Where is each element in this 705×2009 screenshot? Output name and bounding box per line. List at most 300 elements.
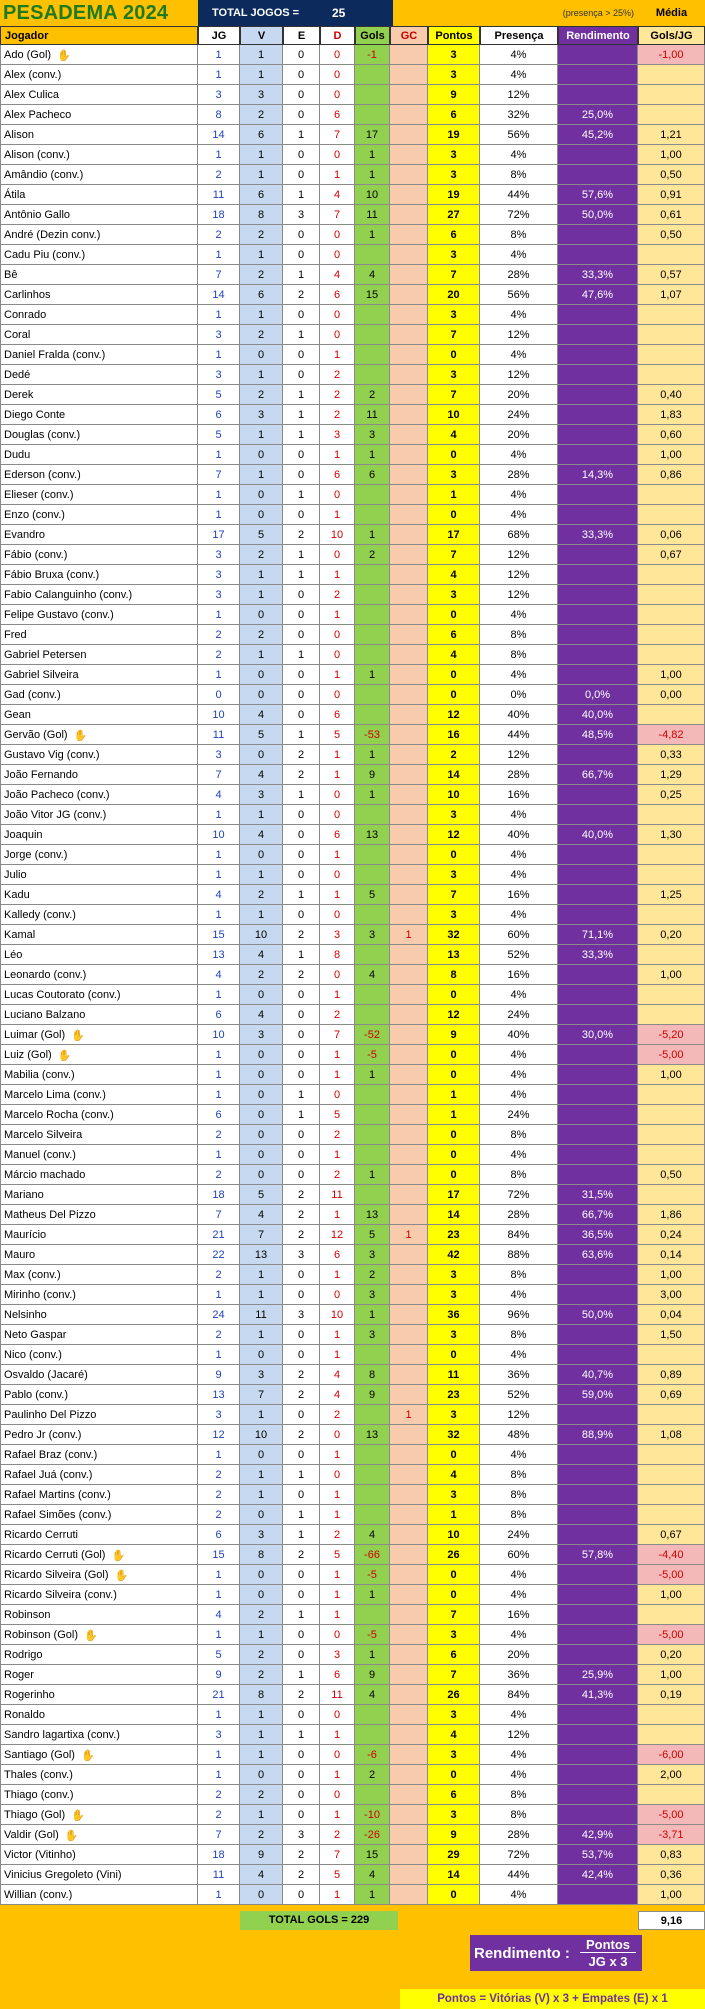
pontos-cell[interactable] — [428, 1825, 480, 1845]
presenca-cell[interactable] — [480, 1585, 558, 1605]
gols-jg-cell[interactable] — [638, 885, 705, 905]
gols-cell[interactable] — [355, 65, 390, 85]
gols-jg-cell[interactable] — [638, 1545, 705, 1565]
pontos-cell[interactable] — [428, 985, 480, 1005]
gols-jg-cell[interactable] — [638, 65, 705, 85]
gc-cell[interactable] — [390, 1745, 428, 1765]
d-cell[interactable] — [320, 1665, 355, 1685]
pontos-cell[interactable] — [428, 665, 480, 685]
pontos-cell[interactable] — [428, 1325, 480, 1345]
player-name-cell[interactable] — [0, 665, 198, 685]
presenca-cell[interactable] — [480, 585, 558, 605]
gols-jg-cell[interactable] — [638, 1725, 705, 1745]
gols-cell[interactable] — [355, 745, 390, 765]
e-cell[interactable] — [283, 1145, 320, 1165]
rendimento-cell[interactable] — [558, 565, 638, 585]
pontos-cell[interactable] — [428, 1145, 480, 1165]
jg-cell[interactable] — [198, 785, 240, 805]
player-name-cell[interactable] — [0, 1165, 198, 1185]
v-cell[interactable] — [240, 805, 283, 825]
d-cell[interactable] — [320, 65, 355, 85]
rendimento-cell[interactable] — [558, 1405, 638, 1425]
player-name-cell[interactable] — [0, 1345, 198, 1365]
pontos-cell[interactable] — [428, 745, 480, 765]
gols-jg-cell[interactable] — [638, 1105, 705, 1125]
gols-jg-cell[interactable] — [638, 1705, 705, 1725]
gc-cell[interactable] — [390, 1285, 428, 1305]
e-cell[interactable] — [283, 1685, 320, 1705]
gc-cell[interactable] — [390, 1105, 428, 1125]
gc-cell[interactable] — [390, 345, 428, 365]
jg-cell[interactable] — [198, 485, 240, 505]
gols-jg-cell[interactable] — [638, 685, 705, 705]
pontos-cell[interactable] — [428, 685, 480, 705]
gols-jg-cell[interactable] — [638, 545, 705, 565]
player-name-cell[interactable] — [0, 865, 198, 885]
rendimento-cell[interactable] — [558, 265, 638, 285]
rendimento-cell[interactable] — [558, 485, 638, 505]
jg-cell[interactable] — [198, 245, 240, 265]
gols-cell[interactable] — [355, 705, 390, 725]
e-cell[interactable] — [283, 145, 320, 165]
gols-cell[interactable] — [355, 685, 390, 705]
gc-cell[interactable] — [390, 1885, 428, 1905]
presenca-cell[interactable] — [480, 185, 558, 205]
col-jg[interactable]: JG — [198, 26, 240, 45]
pontos-cell[interactable] — [428, 185, 480, 205]
jg-cell[interactable] — [198, 45, 240, 65]
v-cell[interactable] — [240, 1725, 283, 1745]
e-cell[interactable] — [283, 905, 320, 925]
gols-cell[interactable] — [355, 845, 390, 865]
d-cell[interactable] — [320, 285, 355, 305]
d-cell[interactable] — [320, 1405, 355, 1425]
v-cell[interactable] — [240, 705, 283, 725]
gols-jg-cell[interactable] — [638, 645, 705, 665]
presenca-cell[interactable] — [480, 1125, 558, 1145]
jg-cell[interactable] — [198, 585, 240, 605]
jg-cell[interactable] — [198, 125, 240, 145]
e-cell[interactable] — [283, 945, 320, 965]
e-cell[interactable] — [283, 345, 320, 365]
gc-cell[interactable] — [390, 745, 428, 765]
col-gc[interactable]: GC — [390, 26, 428, 45]
e-cell[interactable] — [283, 45, 320, 65]
presenca-cell[interactable] — [480, 1365, 558, 1385]
presenca-cell[interactable] — [480, 1305, 558, 1325]
gols-jg-cell[interactable] — [638, 1525, 705, 1545]
d-cell[interactable] — [320, 445, 355, 465]
col-pontos[interactable]: Pontos — [428, 26, 480, 45]
rendimento-cell[interactable] — [558, 805, 638, 825]
v-cell[interactable] — [240, 1645, 283, 1665]
jg-cell[interactable] — [198, 965, 240, 985]
presenca-cell[interactable] — [480, 1525, 558, 1545]
presenca-cell[interactable] — [480, 1465, 558, 1485]
gols-jg-cell[interactable] — [638, 1605, 705, 1625]
e-cell[interactable] — [283, 1785, 320, 1805]
e-cell[interactable] — [283, 545, 320, 565]
gols-cell[interactable] — [355, 1585, 390, 1605]
player-name-cell[interactable] — [0, 445, 198, 465]
rendimento-cell[interactable] — [558, 365, 638, 385]
pontos-cell[interactable] — [428, 1785, 480, 1805]
v-cell[interactable] — [240, 1205, 283, 1225]
jg-cell[interactable] — [198, 1825, 240, 1845]
e-cell[interactable] — [283, 1265, 320, 1285]
pontos-cell[interactable] — [428, 925, 480, 945]
d-cell[interactable] — [320, 1065, 355, 1085]
presenca-cell[interactable] — [480, 1665, 558, 1685]
rendimento-cell[interactable] — [558, 905, 638, 925]
pontos-cell[interactable] — [428, 325, 480, 345]
d-cell[interactable] — [320, 805, 355, 825]
rendimento-cell[interactable] — [558, 1865, 638, 1885]
jg-cell[interactable] — [198, 1025, 240, 1045]
v-cell[interactable] — [240, 1165, 283, 1185]
d-cell[interactable] — [320, 1145, 355, 1165]
gols-cell[interactable] — [355, 625, 390, 645]
gc-cell[interactable] — [390, 1445, 428, 1465]
e-cell[interactable] — [283, 1825, 320, 1845]
v-cell[interactable] — [240, 505, 283, 525]
gols-cell[interactable] — [355, 985, 390, 1005]
col-rendimento[interactable]: Rendimento — [558, 26, 638, 45]
v-cell[interactable] — [240, 925, 283, 945]
gc-cell[interactable] — [390, 985, 428, 1005]
e-cell[interactable] — [283, 765, 320, 785]
gols-cell[interactable] — [355, 1445, 390, 1465]
gc-cell[interactable] — [390, 1425, 428, 1445]
jg-cell[interactable] — [198, 145, 240, 165]
player-name-cell[interactable] — [0, 365, 198, 385]
gols-jg-cell[interactable] — [638, 465, 705, 485]
e-cell[interactable] — [283, 1445, 320, 1465]
jg-cell[interactable] — [198, 305, 240, 325]
presenca-cell[interactable] — [480, 605, 558, 625]
e-cell[interactable] — [283, 245, 320, 265]
d-cell[interactable] — [320, 925, 355, 945]
e-cell[interactable] — [283, 1505, 320, 1525]
player-name-cell[interactable] — [0, 1265, 198, 1285]
gc-cell[interactable] — [390, 405, 428, 425]
gols-jg-cell[interactable] — [638, 1185, 705, 1205]
jg-cell[interactable] — [198, 1245, 240, 1265]
player-name-cell[interactable] — [0, 705, 198, 725]
jg-cell[interactable] — [198, 505, 240, 525]
rendimento-cell[interactable] — [558, 245, 638, 265]
v-cell[interactable] — [240, 665, 283, 685]
player-name-cell[interactable] — [0, 105, 198, 125]
jg-cell[interactable] — [198, 65, 240, 85]
gols-jg-cell[interactable] — [638, 905, 705, 925]
gols-jg-cell[interactable] — [638, 145, 705, 165]
gols-cell[interactable] — [355, 885, 390, 905]
e-cell[interactable] — [283, 1605, 320, 1625]
player-name-cell[interactable] — [0, 1425, 198, 1445]
player-name-cell[interactable] — [0, 1385, 198, 1405]
pontos-cell[interactable] — [428, 1285, 480, 1305]
gols-jg-cell[interactable] — [638, 745, 705, 765]
rendimento-cell[interactable] — [558, 225, 638, 245]
gc-cell[interactable] — [390, 365, 428, 385]
e-cell[interactable] — [283, 1465, 320, 1485]
rendimento-cell[interactable] — [558, 1225, 638, 1245]
rendimento-cell[interactable] — [558, 765, 638, 785]
jg-cell[interactable] — [198, 1165, 240, 1185]
rendimento-cell[interactable] — [558, 1185, 638, 1205]
gc-cell[interactable] — [390, 305, 428, 325]
gols-cell[interactable] — [355, 1505, 390, 1525]
pontos-cell[interactable] — [428, 505, 480, 525]
e-cell[interactable] — [283, 745, 320, 765]
jg-cell[interactable] — [198, 765, 240, 785]
jg-cell[interactable] — [198, 625, 240, 645]
gc-cell[interactable] — [390, 1305, 428, 1325]
jg-cell[interactable] — [198, 385, 240, 405]
presenca-cell[interactable] — [480, 425, 558, 445]
presenca-cell[interactable] — [480, 1765, 558, 1785]
e-cell[interactable] — [283, 1525, 320, 1545]
gols-cell[interactable] — [355, 145, 390, 165]
gols-cell[interactable] — [355, 1565, 390, 1585]
gols-jg-cell[interactable] — [638, 505, 705, 525]
v-cell[interactable] — [240, 1505, 283, 1525]
v-cell[interactable] — [240, 1745, 283, 1765]
v-cell[interactable] — [240, 585, 283, 605]
pontos-cell[interactable] — [428, 705, 480, 725]
presenca-cell[interactable] — [480, 505, 558, 525]
player-name-cell[interactable] — [0, 1665, 198, 1685]
pontos-cell[interactable] — [428, 1765, 480, 1785]
gc-cell[interactable] — [390, 1605, 428, 1625]
v-cell[interactable] — [240, 245, 283, 265]
d-cell[interactable] — [320, 1105, 355, 1125]
presenca-cell[interactable] — [480, 905, 558, 925]
gc-cell[interactable] — [390, 1725, 428, 1745]
player-name-cell[interactable] — [0, 1845, 198, 1865]
d-cell[interactable] — [320, 1345, 355, 1365]
gc-cell[interactable] — [390, 1465, 428, 1485]
d-cell[interactable] — [320, 645, 355, 665]
gols-cell[interactable] — [355, 85, 390, 105]
presenca-cell[interactable] — [480, 625, 558, 645]
col-v[interactable]: V — [240, 26, 283, 45]
d-cell[interactable] — [320, 1585, 355, 1605]
player-name-cell[interactable] — [0, 285, 198, 305]
pontos-cell[interactable] — [428, 45, 480, 65]
v-cell[interactable] — [240, 1765, 283, 1785]
jg-cell[interactable] — [198, 1585, 240, 1605]
jg-cell[interactable] — [198, 1545, 240, 1565]
gols-jg-cell[interactable] — [638, 1685, 705, 1705]
gc-cell[interactable] — [390, 1865, 428, 1885]
e-cell[interactable] — [283, 685, 320, 705]
v-cell[interactable] — [240, 765, 283, 785]
gols-cell[interactable] — [355, 1185, 390, 1205]
presenca-cell[interactable] — [480, 105, 558, 125]
v-cell[interactable] — [240, 1125, 283, 1145]
gc-cell[interactable] — [390, 385, 428, 405]
gols-jg-cell[interactable] — [638, 845, 705, 865]
gc-cell[interactable] — [390, 1485, 428, 1505]
presenca-cell[interactable] — [480, 205, 558, 225]
gols-jg-cell[interactable] — [638, 805, 705, 825]
jg-cell[interactable] — [198, 265, 240, 285]
presenca-cell[interactable] — [480, 1705, 558, 1725]
gols-jg-cell[interactable] — [638, 525, 705, 545]
gols-jg-cell[interactable] — [638, 1265, 705, 1285]
e-cell[interactable] — [283, 925, 320, 945]
v-cell[interactable] — [240, 1425, 283, 1445]
v-cell[interactable] — [240, 385, 283, 405]
pontos-cell[interactable] — [428, 1845, 480, 1865]
gc-cell[interactable] — [390, 1845, 428, 1865]
rendimento-cell[interactable] — [558, 1665, 638, 1685]
rendimento-cell[interactable] — [558, 465, 638, 485]
v-cell[interactable] — [240, 1585, 283, 1605]
v-cell[interactable] — [240, 525, 283, 545]
pontos-cell[interactable] — [428, 625, 480, 645]
gols-cell[interactable] — [355, 1785, 390, 1805]
rendimento-cell[interactable] — [558, 1345, 638, 1365]
d-cell[interactable] — [320, 865, 355, 885]
gc-cell[interactable] — [390, 565, 428, 585]
gols-jg-cell[interactable] — [638, 1385, 705, 1405]
e-cell[interactable] — [283, 1745, 320, 1765]
jg-cell[interactable] — [198, 525, 240, 545]
presenca-cell[interactable] — [480, 485, 558, 505]
jg-cell[interactable] — [198, 425, 240, 445]
player-name-cell[interactable] — [0, 1105, 198, 1125]
v-cell[interactable] — [240, 465, 283, 485]
gols-jg-cell[interactable] — [638, 365, 705, 385]
gols-cell[interactable] — [355, 1865, 390, 1885]
d-cell[interactable] — [320, 525, 355, 545]
gols-jg-cell[interactable] — [638, 1205, 705, 1225]
d-cell[interactable] — [320, 145, 355, 165]
v-cell[interactable] — [240, 205, 283, 225]
e-cell[interactable] — [283, 1845, 320, 1865]
player-name-cell[interactable] — [0, 1365, 198, 1385]
gols-cell[interactable] — [355, 805, 390, 825]
rendimento-cell[interactable] — [558, 1205, 638, 1225]
gols-jg-cell[interactable] — [638, 1785, 705, 1805]
d-cell[interactable] — [320, 1525, 355, 1545]
d-cell[interactable] — [320, 1125, 355, 1145]
rendimento-cell[interactable] — [558, 385, 638, 405]
e-cell[interactable] — [283, 1805, 320, 1825]
gc-cell[interactable] — [390, 925, 428, 945]
pontos-cell[interactable] — [428, 1265, 480, 1285]
rendimento-cell[interactable] — [558, 1525, 638, 1545]
gols-cell[interactable] — [355, 525, 390, 545]
gols-jg-cell[interactable] — [638, 1145, 705, 1165]
player-name-cell[interactable] — [0, 1025, 198, 1045]
pontos-cell[interactable] — [428, 1545, 480, 1565]
d-cell[interactable] — [320, 825, 355, 845]
gols-jg-cell[interactable] — [638, 865, 705, 885]
jg-cell[interactable] — [198, 545, 240, 565]
gc-cell[interactable] — [390, 625, 428, 645]
gols-jg-cell[interactable] — [638, 1745, 705, 1765]
e-cell[interactable] — [283, 1345, 320, 1365]
pontos-cell[interactable] — [428, 1025, 480, 1045]
player-name-cell[interactable] — [0, 505, 198, 525]
rendimento-cell[interactable] — [558, 1805, 638, 1825]
gols-cell[interactable] — [355, 325, 390, 345]
rendimento-cell[interactable] — [558, 125, 638, 145]
pontos-cell[interactable] — [428, 365, 480, 385]
d-cell[interactable] — [320, 1225, 355, 1245]
gols-jg-cell[interactable] — [638, 85, 705, 105]
presenca-cell[interactable] — [480, 365, 558, 385]
d-cell[interactable] — [320, 1605, 355, 1625]
e-cell[interactable] — [283, 1065, 320, 1085]
gols-cell[interactable] — [355, 1765, 390, 1785]
pontos-cell[interactable] — [428, 225, 480, 245]
player-name-cell[interactable] — [0, 1065, 198, 1085]
gols-jg-cell[interactable] — [638, 825, 705, 845]
gols-jg-cell[interactable] — [638, 705, 705, 725]
player-name-cell[interactable] — [0, 1505, 198, 1525]
player-name-cell[interactable] — [0, 1605, 198, 1625]
gc-cell[interactable] — [390, 1265, 428, 1285]
d-cell[interactable] — [320, 545, 355, 565]
player-name-cell[interactable] — [0, 945, 198, 965]
gc-cell[interactable] — [390, 1125, 428, 1145]
d-cell[interactable] — [320, 45, 355, 65]
e-cell[interactable] — [283, 1585, 320, 1605]
jg-cell[interactable] — [198, 1265, 240, 1285]
pontos-cell[interactable] — [428, 605, 480, 625]
gols-cell[interactable] — [355, 185, 390, 205]
v-cell[interactable] — [240, 1285, 283, 1305]
rendimento-cell[interactable] — [558, 845, 638, 865]
gc-cell[interactable] — [390, 1585, 428, 1605]
d-cell[interactable] — [320, 1745, 355, 1765]
v-cell[interactable] — [240, 1665, 283, 1685]
e-cell[interactable] — [283, 965, 320, 985]
e-cell[interactable] — [283, 1045, 320, 1065]
player-name-cell[interactable] — [0, 605, 198, 625]
gols-jg-cell[interactable] — [638, 1765, 705, 1785]
d-cell[interactable] — [320, 1845, 355, 1865]
jg-cell[interactable] — [198, 1645, 240, 1665]
pontos-cell[interactable] — [428, 1565, 480, 1585]
d-cell[interactable] — [320, 1325, 355, 1345]
e-cell[interactable] — [283, 1885, 320, 1905]
presenca-cell[interactable] — [480, 265, 558, 285]
jg-cell[interactable] — [198, 1405, 240, 1425]
d-cell[interactable] — [320, 945, 355, 965]
jg-cell[interactable] — [198, 185, 240, 205]
v-cell[interactable] — [240, 45, 283, 65]
player-name-cell[interactable] — [0, 925, 198, 945]
presenca-cell[interactable] — [480, 245, 558, 265]
gc-cell[interactable] — [390, 285, 428, 305]
d-cell[interactable] — [320, 985, 355, 1005]
gols-cell[interactable] — [355, 485, 390, 505]
gols-jg-cell[interactable] — [638, 1365, 705, 1385]
rendimento-cell[interactable] — [558, 1245, 638, 1265]
player-name-cell[interactable] — [0, 845, 198, 865]
gols-cell[interactable] — [355, 1645, 390, 1665]
gols-jg-cell[interactable] — [638, 185, 705, 205]
gols-jg-cell[interactable] — [638, 1085, 705, 1105]
gc-cell[interactable] — [390, 1165, 428, 1185]
presenca-cell[interactable] — [480, 1045, 558, 1065]
